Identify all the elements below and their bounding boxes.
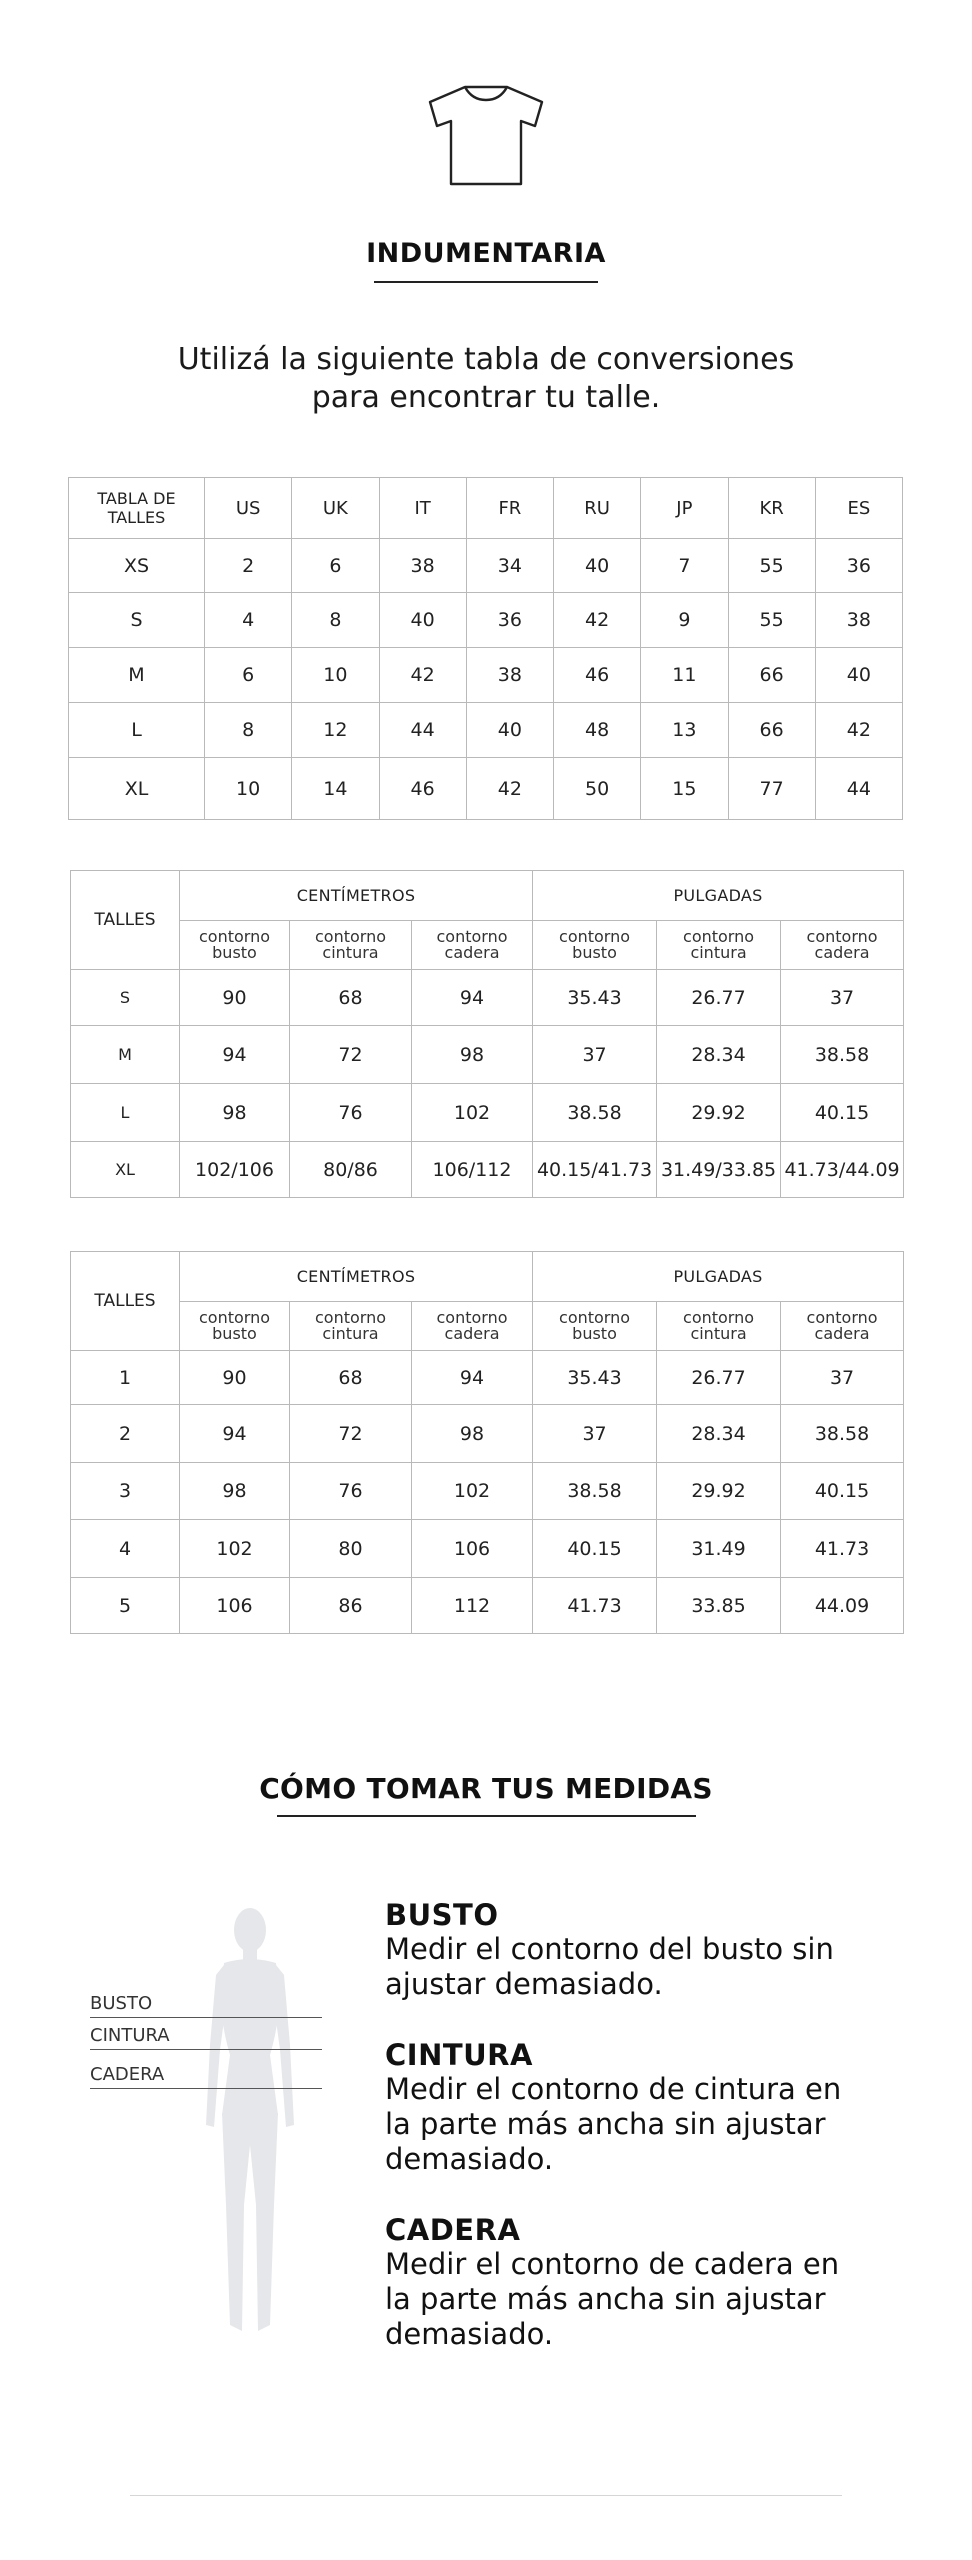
table-cell: 55 <box>728 593 815 648</box>
table-row <box>71 1351 904 1405</box>
subheader-line: busto <box>572 943 617 962</box>
table-cell: 9 <box>641 593 728 648</box>
table-cell: 77 <box>728 758 815 820</box>
table-cell: 44 <box>379 703 466 758</box>
figure-label-cadera: CADERA <box>90 2064 165 2085</box>
table-cell: 41.73 <box>533 1578 657 1634</box>
figure-label-cintura: CINTURA <box>90 2025 170 2046</box>
figure-label-busto: BUSTO <box>90 1993 153 2014</box>
row-label: 3 <box>71 1463 180 1520</box>
table-cell: 41.73 <box>781 1520 904 1578</box>
table-cell: 6 <box>205 648 292 703</box>
table-cell: 106 <box>412 1520 533 1578</box>
subheader-cell <box>290 921 412 970</box>
table-cell: 11 <box>641 648 728 703</box>
subheader-line: cintura <box>322 1324 379 1343</box>
section-title-indumentaria: INDUMENTARIA <box>366 238 606 269</box>
table-cell: 4 <box>205 593 292 648</box>
table-group-header-row <box>71 871 904 921</box>
group-header-pulgadas: PULGADAS <box>533 871 904 921</box>
table-cell: 29.92 <box>657 1084 781 1142</box>
figure-line-cintura <box>90 2049 322 2050</box>
table-row <box>71 970 904 1026</box>
table-cell: 26.77 <box>657 1351 781 1405</box>
table-cell: 72 <box>290 1026 412 1084</box>
measure-heading-cintura: CINTURA <box>385 2038 533 2072</box>
table-cell: 66 <box>728 648 815 703</box>
table-cell: 37 <box>781 1351 904 1405</box>
table-cell: 40 <box>554 539 641 593</box>
subheader-line: contorno <box>314 927 386 946</box>
subheader-line: busto <box>212 1324 257 1343</box>
table-cell: 10 <box>292 648 379 703</box>
table-cell: 102 <box>412 1084 533 1142</box>
table-cell: 38 <box>379 539 466 593</box>
col-header: IT <box>379 478 466 539</box>
row-label: XL <box>69 758 205 820</box>
subheader-line: cadera <box>444 943 500 962</box>
table-row <box>69 648 903 703</box>
subheader-line: cintura <box>322 943 379 962</box>
measure-cadera <box>385 2213 905 2352</box>
measure-busto <box>385 1898 905 2002</box>
table-cell: 94 <box>412 970 533 1026</box>
table-cell: 2 <box>205 539 292 593</box>
table-cell: 90 <box>180 1351 290 1405</box>
row-label: M <box>69 648 205 703</box>
table-cell: 102 <box>180 1520 290 1578</box>
table-cell: 31.49/33.85 <box>657 1142 781 1198</box>
row-label: S <box>69 593 205 648</box>
row-label: S <box>71 970 180 1026</box>
row-label: XS <box>69 539 205 593</box>
table-cell: 7 <box>641 539 728 593</box>
table-cell: 44 <box>815 758 902 820</box>
col-header: ES <box>815 478 902 539</box>
subheader-cell <box>657 921 781 970</box>
table-cell: 90 <box>180 970 290 1026</box>
subheader-line: contorno <box>198 927 270 946</box>
table-subheader-row <box>71 1302 904 1351</box>
title-underline <box>374 281 598 283</box>
table-cell: 29.92 <box>657 1463 781 1520</box>
figure-line-busto <box>90 2017 322 2018</box>
table-cell: 34 <box>466 539 553 593</box>
table-cell: 33.85 <box>657 1578 781 1634</box>
table-cell: 40.15 <box>781 1463 904 1520</box>
table-cell: 40.15 <box>781 1084 904 1142</box>
table-cell: 55 <box>728 539 815 593</box>
row-label: 4 <box>71 1520 180 1578</box>
table-cell: 10 <box>205 758 292 820</box>
table-cell: 46 <box>554 648 641 703</box>
measure-heading-cadera: CADERA <box>385 2213 521 2247</box>
table-cell: 98 <box>412 1026 533 1084</box>
table-cell: 50 <box>554 758 641 820</box>
row-label: L <box>71 1084 180 1142</box>
table-corner-cell: TALLES <box>71 871 180 970</box>
table-cell: 38.58 <box>533 1084 657 1142</box>
table-row <box>71 1142 904 1198</box>
table-corner-cell: TALLES <box>71 1252 180 1351</box>
table-cell: 38 <box>815 593 902 648</box>
table-cell: 40.15 <box>533 1520 657 1578</box>
subheader-cell <box>781 1302 904 1351</box>
subheader-cell <box>412 1302 533 1351</box>
body-silhouette <box>200 1905 300 2345</box>
subheader-line: contorno <box>559 927 631 946</box>
intro-line-2: para encontrar tu talle. <box>311 380 661 415</box>
col-header: JP <box>641 478 728 539</box>
table-cell: 41.73/44.09 <box>781 1142 904 1198</box>
subheader-line: cadera <box>814 1324 870 1343</box>
row-label: 5 <box>71 1578 180 1634</box>
tshirt-icon <box>427 84 545 187</box>
row-label: 2 <box>71 1405 180 1463</box>
subheader-cell <box>180 1302 290 1351</box>
figure-line-cadera <box>90 2088 322 2089</box>
table-cell: 40 <box>379 593 466 648</box>
table-cell: 94 <box>412 1351 533 1405</box>
section-title-medidas: CÓMO TOMAR TUS MEDIDAS <box>259 1772 713 1805</box>
table-cell: 8 <box>205 703 292 758</box>
row-label: XL <box>71 1142 180 1198</box>
row-label: L <box>69 703 205 758</box>
subheader-cell <box>657 1302 781 1351</box>
subheader-line: busto <box>212 943 257 962</box>
subheader-line: contorno <box>683 1308 755 1327</box>
measure-text: Medir el contorno del busto sin <box>385 1932 834 1966</box>
table-cell: 8 <box>292 593 379 648</box>
row-label: 1 <box>71 1351 180 1405</box>
measure-text: la parte más ancha sin ajustar <box>385 2282 826 2316</box>
table-row <box>69 539 903 593</box>
title-underline <box>277 1815 696 1817</box>
table-cell: 28.34 <box>657 1026 781 1084</box>
table-cell: 37 <box>533 1026 657 1084</box>
table-cell: 37 <box>781 970 904 1026</box>
table-cell: 106 <box>180 1578 290 1634</box>
corner-line-1: TABLA DE <box>97 489 176 508</box>
measure-heading-busto: BUSTO <box>385 1898 499 1932</box>
subheader-line: contorno <box>559 1308 631 1327</box>
table-cell: 72 <box>290 1405 412 1463</box>
table-cell: 44.09 <box>781 1578 904 1634</box>
table-row <box>69 703 903 758</box>
table-cell: 26.77 <box>657 970 781 1026</box>
subheader-line: busto <box>572 1324 617 1343</box>
size-conversion-table <box>68 477 903 820</box>
table-cell: 38.58 <box>781 1405 904 1463</box>
col-header: RU <box>554 478 641 539</box>
subheader-line: contorno <box>436 927 508 946</box>
subheader-line: contorno <box>314 1308 386 1327</box>
subheader-cell <box>781 921 904 970</box>
subheader-line: contorno <box>806 927 878 946</box>
table-cell: 38.58 <box>533 1463 657 1520</box>
table-cell: 40.15/41.73 <box>533 1142 657 1198</box>
group-header-centimetros: CENTÍMETROS <box>180 871 533 921</box>
table-row <box>71 1405 904 1463</box>
table-cell: 37 <box>533 1405 657 1463</box>
table-cell: 94 <box>180 1405 290 1463</box>
table-cell: 40 <box>466 703 553 758</box>
table-cell: 68 <box>290 970 412 1026</box>
table-cell: 112 <box>412 1578 533 1634</box>
table-cell: 94 <box>180 1026 290 1084</box>
subheader-line: contorno <box>683 927 755 946</box>
table-cell: 98 <box>180 1084 290 1142</box>
table-cell: 106/112 <box>412 1142 533 1198</box>
table-row <box>69 593 903 648</box>
subheader-line: cintura <box>690 943 747 962</box>
table-corner-cell <box>69 478 205 539</box>
table-cell: 102/106 <box>180 1142 290 1198</box>
measure-text: Medir el contorno de cintura en <box>385 2072 842 2106</box>
measure-text: demasiado. <box>385 2142 554 2176</box>
table-cell: 42 <box>815 703 902 758</box>
measure-text: ajustar demasiado. <box>385 1967 663 2001</box>
table-subheader-row <box>71 921 904 970</box>
table-cell: 76 <box>290 1463 412 1520</box>
table-cell: 40 <box>815 648 902 703</box>
table-cell: 38.58 <box>781 1026 904 1084</box>
subheader-cell <box>533 921 657 970</box>
table-cell: 35.43 <box>533 1351 657 1405</box>
measurements-table-letter <box>70 870 904 1198</box>
subheader-line: cadera <box>444 1324 500 1343</box>
subheader-line: cintura <box>690 1324 747 1343</box>
table-cell: 98 <box>180 1463 290 1520</box>
table-cell: 80/86 <box>290 1142 412 1198</box>
table-row <box>71 1463 904 1520</box>
col-header: KR <box>728 478 815 539</box>
intro-line-1: Utilizá la siguiente tabla de conversiones <box>177 342 795 377</box>
table-row <box>71 1026 904 1084</box>
group-header-centimetros: CENTÍMETROS <box>180 1252 533 1302</box>
table-cell: 48 <box>554 703 641 758</box>
table-cell: 68 <box>290 1351 412 1405</box>
measure-cintura <box>385 2038 905 2177</box>
table-cell: 13 <box>641 703 728 758</box>
group-header-pulgadas: PULGADAS <box>533 1252 904 1302</box>
table-cell: 31.49 <box>657 1520 781 1578</box>
table-cell: 35.43 <box>533 970 657 1026</box>
subheader-cell <box>533 1302 657 1351</box>
corner-line-2: TALLES <box>107 508 166 527</box>
table-cell: 28.34 <box>657 1405 781 1463</box>
subheader-cell <box>180 921 290 970</box>
table-cell: 66 <box>728 703 815 758</box>
measurements-table-numeric <box>70 1251 904 1634</box>
subheader-line: contorno <box>806 1308 878 1327</box>
table-group-header-row <box>71 1252 904 1302</box>
table-cell: 42 <box>466 758 553 820</box>
subheader-cell <box>290 1302 412 1351</box>
table-cell: 98 <box>412 1405 533 1463</box>
col-header: US <box>205 478 292 539</box>
table-cell: 102 <box>412 1463 533 1520</box>
table-cell: 42 <box>379 648 466 703</box>
table-cell: 86 <box>290 1578 412 1634</box>
table-cell: 14 <box>292 758 379 820</box>
subheader-line: cadera <box>814 943 870 962</box>
intro-text <box>0 341 972 417</box>
col-header: UK <box>292 478 379 539</box>
row-label: M <box>71 1026 180 1084</box>
subheader-line: contorno <box>198 1308 270 1327</box>
table-cell: 6 <box>292 539 379 593</box>
subheader-cell <box>412 921 533 970</box>
col-header: FR <box>466 478 553 539</box>
table-cell: 12 <box>292 703 379 758</box>
measure-text: demasiado. <box>385 2317 554 2351</box>
table-row <box>71 1084 904 1142</box>
footer-divider <box>130 2495 842 2496</box>
table-cell: 42 <box>554 593 641 648</box>
table-row <box>69 758 903 820</box>
table-cell: 38 <box>466 648 553 703</box>
table-cell: 36 <box>466 593 553 648</box>
table-row <box>71 1578 904 1634</box>
table-cell: 36 <box>815 539 902 593</box>
table-cell: 46 <box>379 758 466 820</box>
subheader-line: contorno <box>436 1308 508 1327</box>
table-cell: 76 <box>290 1084 412 1142</box>
table-cell: 15 <box>641 758 728 820</box>
measure-text: la parte más ancha sin ajustar <box>385 2107 826 2141</box>
table-row <box>71 1520 904 1578</box>
table-header-row <box>69 478 903 539</box>
measure-text: Medir el contorno de cadera en <box>385 2247 840 2281</box>
table-cell: 80 <box>290 1520 412 1578</box>
